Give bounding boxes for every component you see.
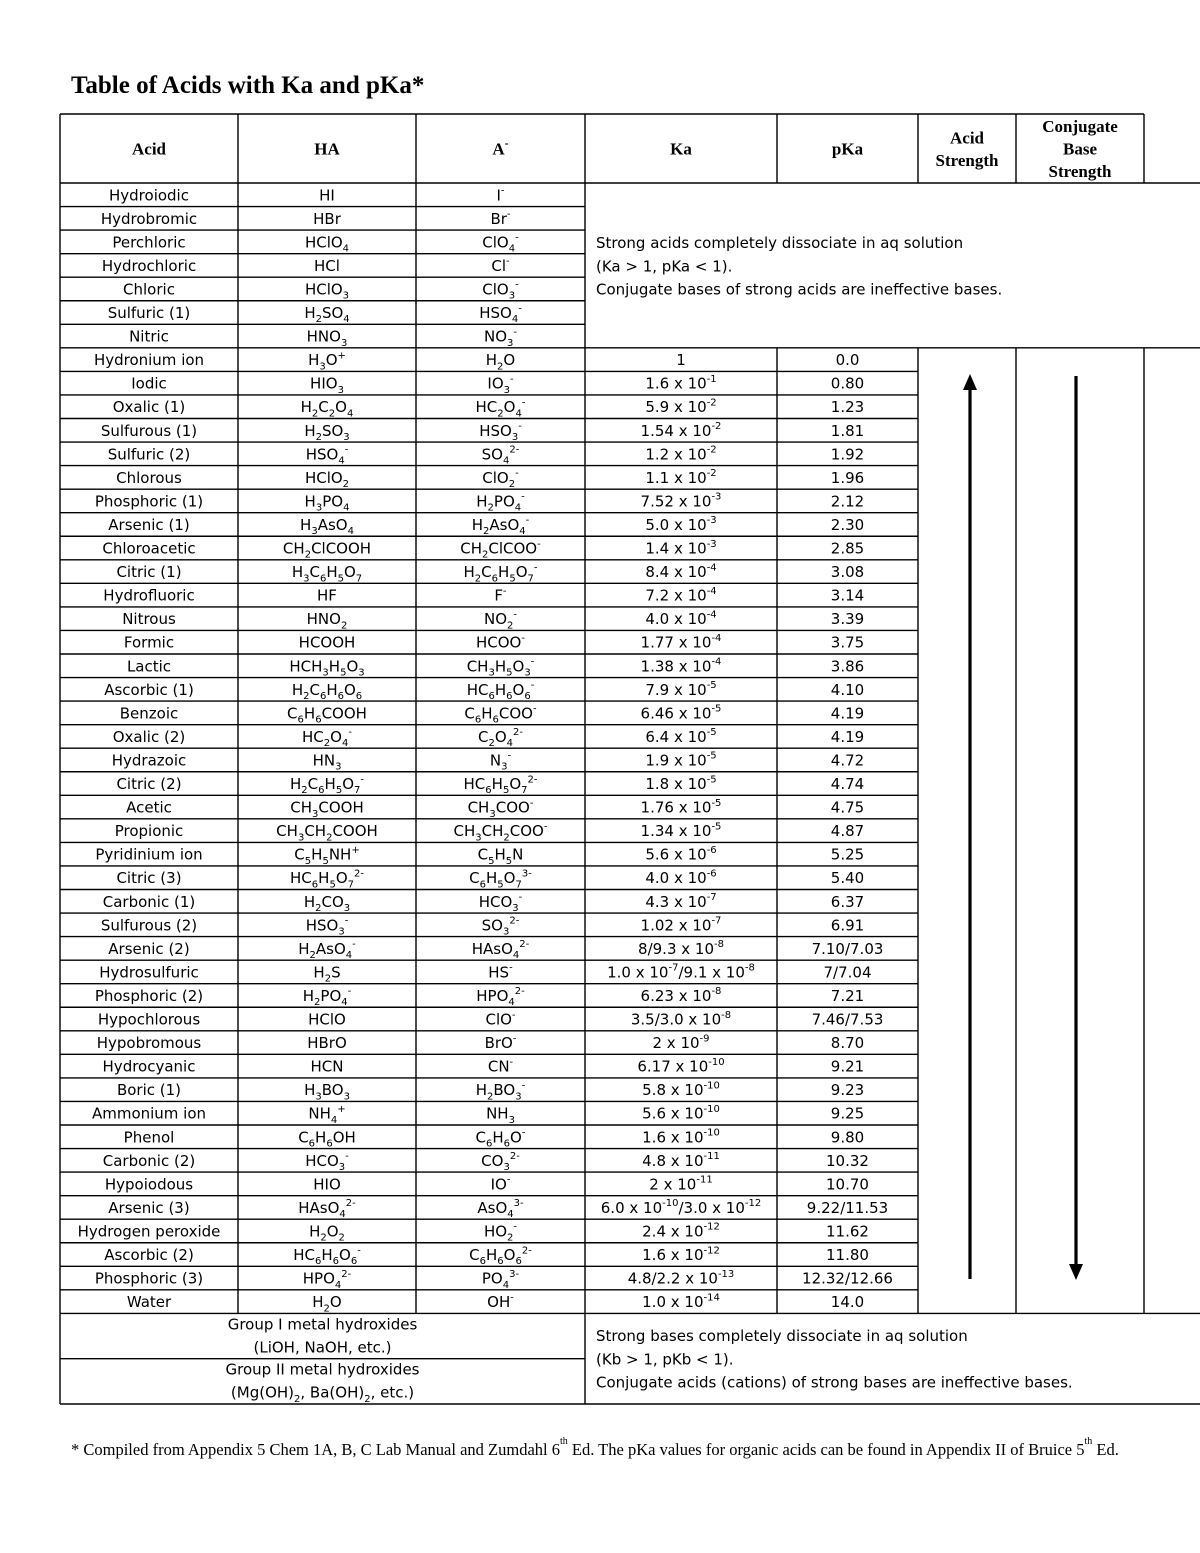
pka-value: 4.72 [830,751,865,770]
acid-name: Phenol [123,1128,175,1147]
header-2: HA [314,139,340,159]
base-formula: $CH_2ClCOO^-$ [460,538,541,561]
header-7: Conjugate [1042,117,1118,136]
ka-value: 6.23 x $10^{-8}$ [640,986,722,1005]
header-3: A- [492,135,509,159]
ka-value: 5.9 x $10^{-2}$ [645,397,717,417]
strong-base-note: (Kb > 1, pKb < 1). [596,1350,734,1369]
base-formula: $H_2BO_3^-$ [475,1080,526,1103]
acid-formula: HClO [308,1010,346,1029]
acid-formula: $H_2AsO_4^-$ [298,939,356,962]
base-formula: F- [494,585,507,605]
acid-formula: $HNO_3$ [306,327,348,349]
base-formula: $N_3^-$ [489,750,512,773]
base-formula: $NH_3$ [486,1104,515,1126]
acid-name: Propionic [114,822,184,841]
pka-value: 4.87 [830,822,865,841]
ka-value: 1.76 x $10^{-5}$ [640,797,722,817]
base-formula: IO- [490,1174,511,1194]
footnote-sup-1: th [559,1436,568,1447]
acid-name: Sulfurous (2) [100,916,198,935]
ka-value: 1.2 x $10^{-2}$ [645,444,717,464]
acid-name: Hydrazoic [111,751,187,770]
base-formula: BrO- [484,1033,517,1053]
footnote-text-3: Ed. [1092,1440,1119,1459]
header-6: Acid [950,128,984,148]
acid-formula: HBrO [307,1034,347,1053]
acid-name: Hypochlorous [97,1010,201,1029]
pka-value: 9.22/11.53 [806,1198,889,1217]
ka-value: 1.54 x $10^{-2}$ [640,421,722,440]
acid-formula: $H_3AsO_4$ [300,515,354,538]
strong-base-note: Strong bases completely dissociate in aq solution [596,1327,968,1345]
acid-name: Phosphoric (3) [94,1269,204,1288]
pka-value: 0.80 [830,374,865,393]
acid-name: Phosphoric (2) [94,986,204,1005]
ka-value: 6.17 x $10^{-10}$ [637,1056,725,1076]
acid-name: Citric (1) [116,563,182,582]
acid-name: Ascorbic (2) [104,1246,194,1265]
acid-name: Boric (1) [116,1081,182,1100]
base-formula: $HPO_4^{2-}$ [476,986,525,1009]
acid-name: Hydrochloric [101,256,197,275]
ka-value: 4.8/2.2 x $10^{-13}$ [627,1268,735,1288]
pka-value: 2.12 [830,492,865,511]
base-formula: $NO_2^-$ [483,609,518,632]
ka-value: 1.0 x $10^{-7}/9.1$ x $10^{-8}$ [607,962,755,982]
pka-value: 8.70 [830,1034,865,1053]
acid-name: Nitric [129,327,169,346]
acid-name: Benzoic [119,704,179,723]
acid-formula: HCN [310,1057,344,1076]
acid-formula: HCOOH [298,633,356,652]
ka-value: 1.34 x $10^{-5}$ [640,821,722,841]
pka-value: 11.62 [826,1222,869,1241]
acid-formula: $HSO_3^-$ [305,915,349,938]
acid-formula: $H_2C_6H_6O_6$ [291,680,363,703]
acid-formula: $HC_2O_4^-$ [302,727,352,750]
pka-value: 1.81 [830,421,865,440]
acid-name: Chloroacetic [102,539,196,558]
acid-name: Hydrosulfuric [99,963,199,982]
footnote [71,1438,1141,1461]
acid-formula: $HIO_3$ [310,374,344,396]
ka-value: 5.6 x $10^{-6}$ [645,844,717,864]
pka-value: 9.21 [830,1057,865,1076]
base-formula: $C_6H_6COO^-$ [464,703,537,726]
ka-value: 4.8 x $10^{-11}$ [642,1151,720,1170]
acid-formula: $CH_2ClCOOH$ [282,539,372,561]
pka-value: 9.25 [830,1104,865,1123]
base-formula: $CH_3H_5O_3^-$ [466,656,535,679]
acid-formula: HF [317,586,337,605]
acid-formula: HBr [313,209,341,228]
base-formula: $CH_3COO^-$ [467,797,534,820]
strong-acid-note: Conjugate bases of strong acids are ineffective bases. [596,280,1003,299]
pka-value: 4.19 [830,727,865,746]
table-content [78,117,1119,1405]
base-formula: $CO_3^{2-}$ [481,1151,520,1174]
acid-name: Hydroiodic [109,186,189,205]
header-7: Strength [1048,162,1112,181]
base-formula: ClO$_4$- [482,232,519,255]
acid-formula: HAsO$_4^{2-}$ [298,1198,356,1221]
acid-formula: $H_2O$ [312,1293,342,1315]
acid-formula: $H_2C_2O_4$ [300,398,354,420]
pka-value: 1.23 [830,398,865,417]
pka-value: 4.19 [830,704,865,723]
acid-name: Ascorbic (1) [104,680,194,699]
page-title: Table of Acids with Ka and pKa* [71,72,425,99]
ka-value: 7.52 x $10^{-3}$ [640,491,722,511]
acid-name: Hydrobromic [100,209,198,228]
ka-value: 1 [676,351,686,370]
base-formula: CN- [487,1056,514,1076]
acid-formula: $H_2O_2$ [309,1222,345,1244]
acid-name: Sulfuric (1) [107,304,191,323]
base-formula: OH- [487,1292,514,1312]
pka-value: 2.85 [830,539,865,558]
base-group-name: Group II metal hydroxides [225,1360,420,1379]
pka-value: 4.74 [830,775,865,794]
pka-value: 11.80 [826,1246,869,1265]
pka-value: 6.91 [830,916,865,935]
acid-name: Oxalic (1) [112,398,186,417]
acid-formula: $H_3PO_4$ [304,492,350,514]
acid-name: Carbonic (2) [102,1151,196,1170]
base-formula: ClO$_2$- [482,468,519,491]
pka-value: 9.80 [830,1128,865,1147]
acid-formula: $NH_4^+$ [308,1103,346,1126]
base-formula: $C_6H_6O_6^{2-}$ [469,1245,532,1268]
acid-name: Acetic [126,798,172,817]
pka-value: 12.32/12.66 [802,1269,893,1288]
base-formula: $NO_3^-$ [483,326,518,349]
pka-value: 14.0 [830,1293,865,1312]
acid-formula: HClO$_3$ [304,280,350,302]
acid-name: Phosphoric (1) [94,492,204,511]
acid-formula: $HSO_4^-$ [305,444,349,467]
pka-value: 3.86 [830,657,865,676]
acid-formula: $HPO_4^{2-}$ [302,1268,352,1291]
strong-acid-note: (Ka > 1, pKa < 1). [596,257,733,276]
header-1: Acid [132,139,166,159]
acid-name: Formic [123,633,175,652]
base-formula: $H_2AsO_4^-$ [471,515,530,538]
acid-formula: $HN_3$ [312,751,342,773]
pka-value: 7.21 [830,986,865,1005]
acid-formula: HClO$_2$ [304,468,350,491]
acid-formula: $H_2C_6H_5O_7^-$ [290,774,364,797]
acid-formula: $H_3O^+$ [308,350,346,373]
ka-value: 6.46 x $10^{-5}$ [640,703,722,723]
pka-value: 3.39 [830,610,865,629]
ka-value: 2.4 x $10^{-12}$ [642,1221,720,1241]
acid-formula: HClO$_4$ [304,233,350,255]
ka-value: 8/9.3 x $10^{-8}$ [638,939,724,958]
acid-name: Chlorous [116,468,182,487]
acid-name: Nitrous [122,610,176,629]
base-group-name: Group I metal hydroxides [227,1315,418,1334]
base-formula: Br- [490,209,511,228]
pka-value: 6.37 [830,892,865,911]
pka-value: 10.70 [826,1175,869,1194]
base-formula: $HO_2^-$ [483,1221,518,1244]
base-formula: HS- [488,962,513,982]
acid-name: Hydronium ion [93,351,205,370]
acid-name: Sulfurous (1) [100,421,198,440]
strong-base-note: Conjugate acids (cations) of strong bases are ineffective bases. [596,1373,1073,1392]
ka-value: 1.38 x $10^{-4}$ [640,656,722,676]
ka-value: 3.5/3.0 x $10^{-8}$ [630,1009,732,1029]
ka-value: 1.6 x $10^{-1}$ [645,373,717,393]
pka-value: 0.0 [835,351,860,370]
base-formula: $HC_6H_6O_6^-$ [466,680,535,703]
base-formula: $C_6H_6O^-$ [475,1127,526,1150]
acid-name: Water [126,1293,172,1312]
ka-value: 1.77 x $10^{-4}$ [640,632,722,652]
acid-name: Lactic [126,657,172,676]
acid-formula: $H_3BO_3$ [304,1081,350,1103]
header-5: pKa [831,139,864,159]
acid-formula: $CH_3CH_2COOH$ [276,822,378,844]
ka-value: 2 x $10^{-11}$ [649,1174,713,1194]
acid-formula: $HCO_3^-$ [305,1151,349,1174]
ka-value: 5.0 x $10^{-3}$ [645,515,717,534]
acid-formula: HIO [313,1175,341,1194]
base-formula: $IO_3^-$ [487,373,514,396]
acid-name: Hydrocyanic [102,1057,196,1076]
pka-value: 7.10/7.03 [811,939,884,958]
footnote-text-1: * Compiled from Appendix 5 Chem 1A, B, C Lab Manual and Zumdahl 6 [71,1440,560,1459]
pka-value: 5.40 [830,869,865,888]
base-formula: I- [496,185,505,205]
footnote-text-2: Ed. The pKa values for organic acids can be found in Appendix II of Bruice 5 [567,1440,1085,1459]
acid-name: Perchloric [112,233,186,252]
arrow-down-icon [1069,1264,1083,1280]
base-formula: HAsO$_4^{2-}$ [471,939,530,962]
acid-name: Carbonic (1) [102,892,196,911]
acid-formula: $H_2CO_3$ [303,892,351,914]
acid-formula: $CH_3COOH$ [290,798,364,820]
ka-value: 1.0 x $10^{-14}$ [642,1292,720,1312]
acid-name: Hydrofluoric [103,586,195,605]
acid-formula: $H_2S$ [313,963,341,985]
base-formula: $H_2PO_4^-$ [476,491,525,514]
base-formula: $H_2O$ [485,351,516,373]
base-formula: $HSO_4^-$ [479,303,522,326]
arrow-up-icon [963,374,977,390]
ka-value: 4.0 x $10^{-6}$ [645,868,717,888]
pka-value: 7/7.04 [823,963,872,982]
pka-value: 3.75 [830,633,865,652]
acid-name: Hypoiodous [104,1175,194,1194]
acid-formula: $C_6H_6COOH$ [287,704,367,726]
base-formula: $C_6H_5O_7^{3-}$ [469,868,532,891]
acid-name: Sulfuric (2) [107,445,191,464]
acid-formula: $C_5H_5NH^+$ [294,844,360,867]
pka-value: 2.30 [830,515,865,534]
pka-value: 3.08 [830,563,865,582]
acid-name: Ammonium ion [91,1104,207,1123]
base-formula: Cl- [491,256,510,275]
base-formula: ClO$_3$- [482,279,519,302]
acid-name: Arsenic (2) [108,939,190,958]
acid-formula: $H_3C_6H_5O_7$ [291,563,363,585]
ka-value: 4.0 x $10^{-4}$ [645,609,717,629]
acid-formula: $HC_6H_6O_6^-$ [293,1245,361,1268]
ka-value: 2 x $10^{-9}$ [652,1033,710,1053]
pka-value: 4.75 [830,798,865,817]
acid-formula: $H_2SO_4$ [304,304,350,326]
base-formula: AsO$_4^{3-}$ [477,1198,524,1221]
base-formula: $SO_3^{2-}$ [481,915,520,938]
acid-formula: $HNO_2$ [306,610,348,632]
base-formula: $HC_6H_5O_7^{2-}$ [463,774,538,797]
acid-formula: $C_6H_6OH$ [298,1128,356,1150]
acid-name: Iodic [131,374,167,393]
ka-value: 1.02 x $10^{-7}$ [640,915,722,935]
base-group-examples: ($Mg(OH)_2$, $Ba(OH)_2$, etc.) [230,1383,415,1405]
acid-formula: $HCH_3H_5O_3$ [289,657,365,679]
acid-name: Hydrogen peroxide [77,1222,221,1241]
footnote-sup-2: th [1084,1436,1093,1447]
header-7: Base [1063,139,1097,159]
base-formula: $CH_3CH_2COO^-$ [453,821,548,844]
ka-value: 4.3 x $10^{-7}$ [645,892,717,911]
acid-name: Arsenic (1) [108,515,190,534]
base-formula: $HCO_3^-$ [478,892,523,914]
pka-value: 1.92 [830,445,865,464]
ka-value: 5.6 x $10^{-10}$ [642,1103,720,1123]
base-formula: $C_5H_5N$ [477,845,524,867]
pka-value: 9.23 [830,1081,865,1100]
pka-value: 5.25 [830,845,865,864]
base-formula: $HC_2O_4^-$ [475,397,526,420]
ka-value: 1.6 x $10^{-12}$ [642,1245,720,1265]
pka-value: 7.46/7.53 [811,1010,884,1029]
ka-value: 7.2 x $10^{-4}$ [645,585,717,605]
pka-value: 4.10 [830,680,865,699]
ka-value: 1.4 x $10^{-3}$ [645,538,717,558]
strong-acid-note: Strong acids completely dissociate in aq solution [596,234,964,252]
acid-name: Arsenic (3) [108,1198,190,1217]
acid-name: Citric (2) [116,775,182,794]
acid-name: Hypobromous [96,1034,202,1053]
pka-value: 1.96 [830,468,865,487]
pka-value: 10.32 [826,1151,869,1170]
header-4: Ka [670,139,692,159]
acid-name: Oxalic (2) [112,727,186,746]
base-formula: HCOO- [476,632,525,652]
ka-value: 6.0 x $10^{-10}/3.0$ x $10^{-12}$ [600,1198,762,1217]
ka-value: 1.8 x $10^{-5}$ [645,774,717,794]
base-formula: $C_2O_4^{2-}$ [477,727,524,750]
ka-value: 6.4 x $10^{-5}$ [645,727,717,746]
ka-value: 1.6 x $10^{-10}$ [642,1127,720,1147]
base-formula: ClO- [485,1009,516,1029]
acid-formula: HI [319,186,335,205]
base-formula: $HSO_3^-$ [479,421,522,443]
acid-name: Chloric [123,280,175,299]
acid-formula: HCl [314,256,340,275]
acid-formula: $H_2SO_3$ [304,421,350,443]
ka-value: 7.9 x $10^{-5}$ [645,680,717,699]
ka-value: 5.8 x $10^{-10}$ [642,1080,720,1100]
header-6: Strength [935,150,999,170]
base-formula: $SO_4^{2-}$ [481,444,520,467]
acid-formula: $H_2PO_4^-$ [302,986,352,1009]
acid-name: Citric (3) [116,869,182,888]
acid-formula: $HC_6H_5O_7^{2-}$ [290,868,364,891]
ka-value: 1.9 x $10^{-5}$ [645,750,717,770]
pka-value: 3.14 [830,586,865,605]
ka-value: 1.1 x $10^{-2}$ [645,468,717,487]
base-formula: $PO_4^{3-}$ [481,1268,520,1291]
acid-name: Pyridinium ion [95,845,203,864]
base-group-examples: (LiOH, NaOH, etc.) [253,1338,392,1357]
ka-value: 8.4 x $10^{-4}$ [645,562,717,582]
base-formula: $H_2C_6H_5O_7^-$ [463,562,538,585]
